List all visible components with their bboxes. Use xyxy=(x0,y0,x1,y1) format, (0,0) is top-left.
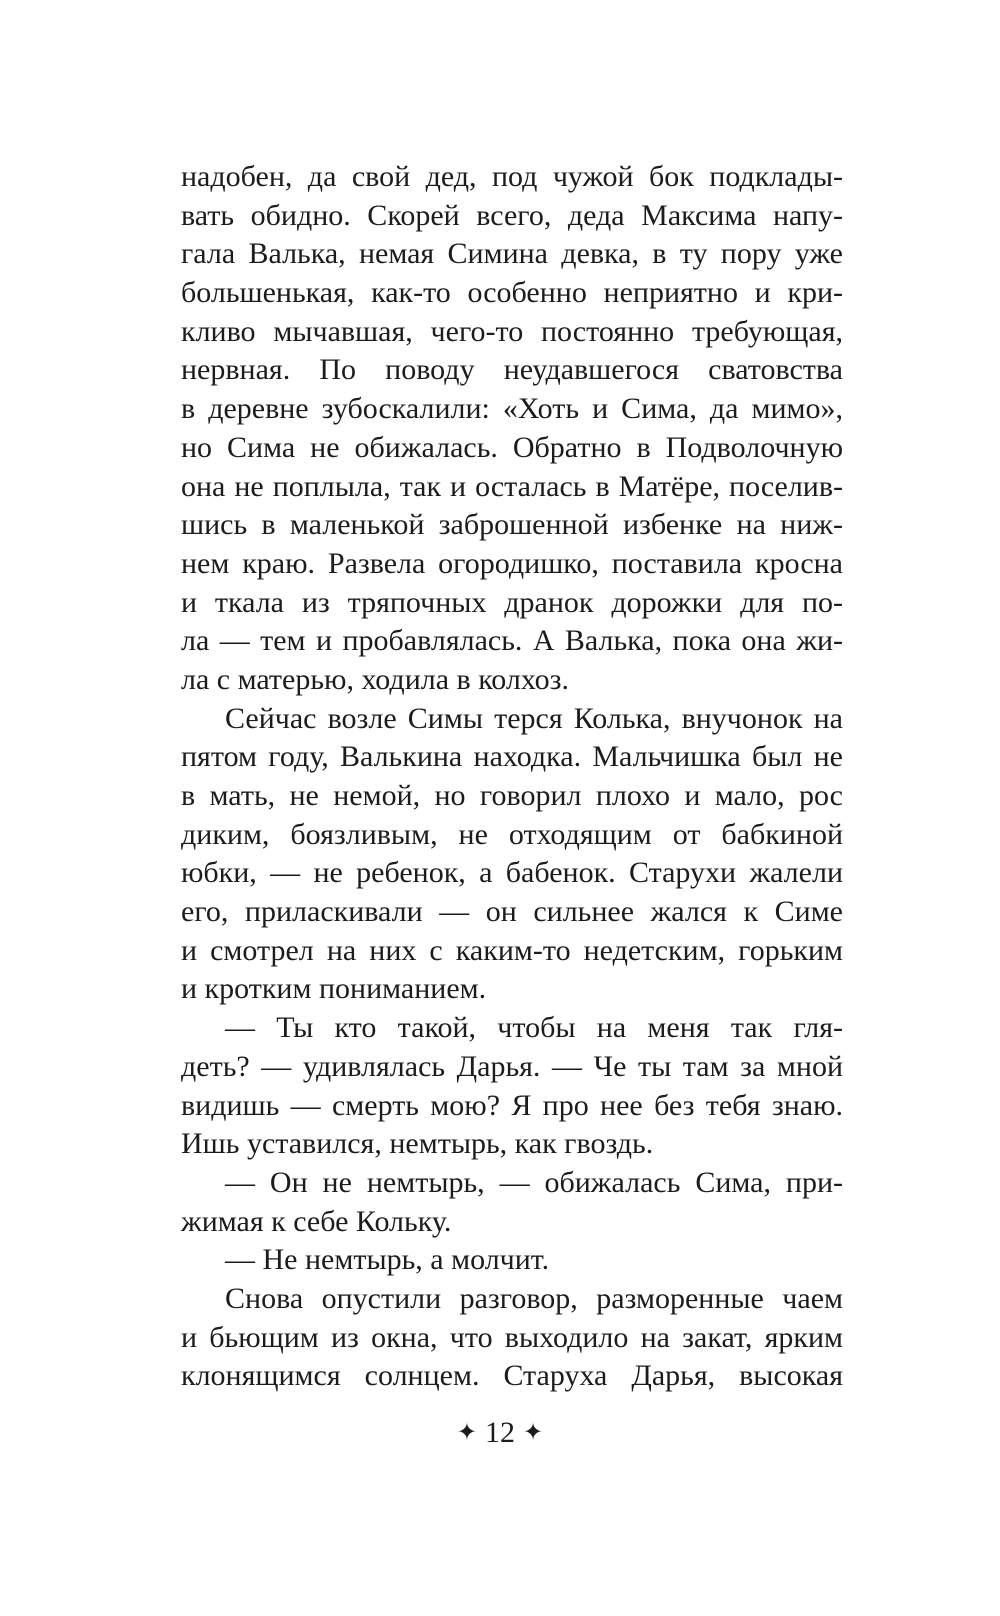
page-footer xyxy=(0,1413,1000,1453)
dialogue-line: — Ты кто такой, чтобы на меня так гля- xyxy=(225,1011,843,1045)
dialogue-line: — Он не немтырь, — обижалась Сима, при- xyxy=(225,1165,843,1199)
text-line: в мать, не немой, но говорил плохо и мало, рос xyxy=(181,779,843,812)
text-line: и смотрел на них с каким-то недетским, горьким xyxy=(181,933,843,967)
text-line: его, приласкивали — он сильнее жался к Симе xyxy=(181,895,843,929)
page-number: 12 xyxy=(485,1416,515,1449)
text-line: шись в маленькой заброшенной избенке на ниж- xyxy=(181,508,843,542)
text-line: диким, боязливым, не отходящим от бабкиной xyxy=(181,817,843,851)
text-line: большенькая, как-то особенно неприятно и кри- xyxy=(181,276,843,310)
text-line: и бьющим из окна, что выходило на закат, ярким xyxy=(181,1320,843,1354)
paragraph-first-line: Сейчас возле Симы терся Колька, внучонок на xyxy=(225,701,843,735)
text-line: надобен, да свой дед, под чужой бок подклады- xyxy=(181,160,843,193)
text-line: пятом году, Валькина находка. Мальчишка был не xyxy=(181,740,843,774)
dialogue-line: — Не немтырь, а молчит. xyxy=(225,1243,550,1277)
text-line: вать обидно. Скорей всего, деда Максима напу- xyxy=(181,198,843,232)
text-line: Ишь уставился, немтырь, как гвоздь. xyxy=(181,1127,654,1161)
text-line: она не поплыла, так и осталась в Матёре, поселив- xyxy=(181,469,843,503)
text-line: но Сима не обижалась. Обратно в Подволочную xyxy=(181,430,843,464)
body-text xyxy=(181,158,843,1396)
text-line: в деревне зубоскалили: «Хоть и Сима, да мимо», xyxy=(181,392,843,426)
text-line: клонящимся солнцем. Старуха Дарья, высокая xyxy=(181,1359,843,1393)
text-line: жимая к себе Кольку. xyxy=(181,1204,452,1238)
paragraph-first-line: Снова опустили разговор, разморенные чаем xyxy=(225,1281,843,1315)
star-ornament-icon: ✦ xyxy=(456,1420,477,1446)
text-line: гала Валька, немая Симина девка, в ту пору уже xyxy=(181,237,843,271)
text-line: кливо мычавшая, чего-то постоянно требующая, xyxy=(181,314,843,348)
text-line: видишь — смерть мою? Я про нее без тебя знаю. xyxy=(181,1088,843,1122)
text-line: нервная. По поводу неудавшегося сватовства xyxy=(181,353,843,387)
text-line: юбки, — не ребенок, а бабенок. Старухи жалели xyxy=(181,856,843,890)
text-line: и кротким пониманием. xyxy=(181,972,487,1006)
text-line: и ткала из тряпочных дранок дорожки для по- xyxy=(181,585,843,619)
text-line: деть? — удивлялась Дарья. — Че ты там за мной xyxy=(181,1049,843,1083)
text-line: ла с матерью, ходила в колхоз. xyxy=(181,662,570,696)
text-line: нем краю. Развела огородишко, поставила кросна xyxy=(181,546,843,580)
star-ornament-icon: ✦ xyxy=(523,1420,544,1446)
text-line: ла — тем и пробавлялась. А Валька, пока она жи- xyxy=(181,624,843,658)
